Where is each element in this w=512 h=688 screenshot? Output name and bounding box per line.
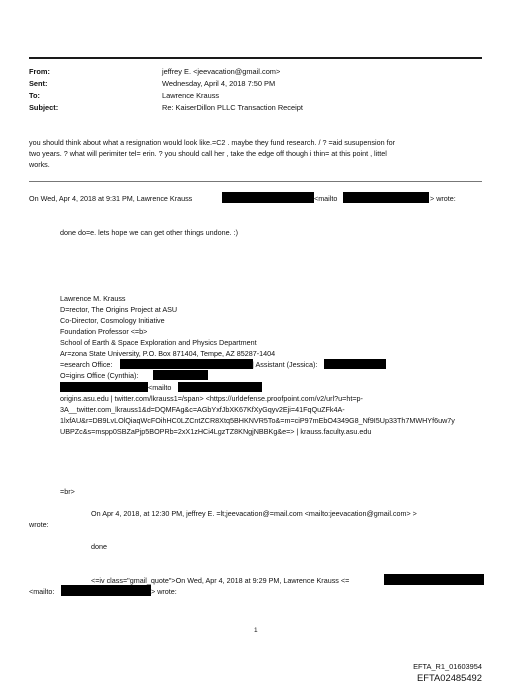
signature-links-line-4: UBPZc&s=mspp0SBZaPjp5BOPRb=2xX1zHCi4LgzTZ8KNgjNBBKg&e=> | krauss.faculty.asu.edu <box>60 427 372 436</box>
header-top-rule <box>29 57 482 59</box>
redaction-block <box>178 382 262 392</box>
subject-value: Re: KaiserDillon PLLC Transaction Receipt <box>162 103 303 112</box>
thread-wrote: > wrote: <box>151 587 177 596</box>
to-value: Lawrence Krauss <box>162 91 220 100</box>
reply-mailto-text: <mailto <box>314 194 338 203</box>
redaction-block <box>343 192 429 203</box>
signature-name: Lawrence M. Krauss <box>60 294 126 303</box>
reply-header-line: On Wed, Apr 4, 2018 at 9:31 PM, Lawrence Krauss <box>29 194 193 203</box>
signature-links-line-2: 3A__twitter.com_lkrauss1&d=DQMFAg&c=AGbYxfJbXK67KfXyGqyv2Eji=41FqQuZFk4A- <box>60 405 345 414</box>
thread-quote-line: On Apr 4, 2018, at 12:30 PM, jeffrey E. =lt;jeevacation@=mail.com <mailto:jeevacation@gmail.com> > <box>91 509 417 518</box>
thread-gmail-quote-line: <=iv class="gmail_quote">On Wed, Apr 4, 2018 at 9:29 PM, Lawrence Krauss <= <box>91 576 350 585</box>
signature-links-line-1: origins.asu.edu | twitter.com/lkrauss1=/span> <https://urldefense.proofpoint.com/v2/url?u=ht=p- <box>60 394 363 403</box>
body-line-3: works. <box>29 160 50 169</box>
redaction-block <box>222 192 314 203</box>
thread-br-marker: =br> <box>60 487 75 496</box>
signature-address: Ar=zona State University, P.O. Box 871404, Tempe, AZ 85287-1404 <box>60 349 276 358</box>
from-label: From: <box>29 67 50 76</box>
signature-research-office: =esearch Office: <box>60 360 113 369</box>
page-number: 1 <box>254 627 258 634</box>
footer-id-large: EFTA02485492 <box>417 672 482 683</box>
body-line-2: two years. ? what will perimiter tel= erin. ? you should call her , take the edge off though i thin= at this point , littel <box>29 149 387 158</box>
sent-value: Wednesday, April 4, 2018 7:50 PM <box>162 79 276 88</box>
signature-title-1: D=rector, The Origins Project at ASU <box>60 305 178 314</box>
subject-label: Subject: <box>29 103 59 112</box>
to-label: To: <box>29 91 40 100</box>
thread-wrote-line: wrote: <box>29 520 49 529</box>
footer-id-small: EFTA_R1_01603954 <box>413 662 482 671</box>
body-line-1: you should think about what a resignation would look like.=C2 . maybe they fund research. / ? =aid susupension for <box>29 138 395 147</box>
redaction-block <box>60 382 148 392</box>
redaction-block <box>324 359 386 369</box>
signature-title-3: Foundation Professor <=b> <box>60 327 148 336</box>
signature-title-2: Co-Director, Cosmology Initiative <box>60 316 165 325</box>
redaction-block <box>61 585 151 596</box>
redaction-block <box>384 574 484 585</box>
signature-origins-office: O=igins Office (Cynthia): <box>60 371 139 380</box>
quote-separator-rule <box>29 181 482 182</box>
redaction-block <box>120 359 253 369</box>
redaction-block <box>153 370 208 380</box>
signature-mailto: <mailto <box>148 383 172 392</box>
thread-mailto: <mailto: <box>29 587 55 596</box>
reply-wrote-text: > wrote: <box>430 194 456 203</box>
sent-label: Sent: <box>29 79 48 88</box>
reply-body-line: done do=e. lets hope we can get other things undone. :) <box>60 228 239 237</box>
thread-done: done <box>91 542 107 551</box>
signature-department: School of Earth & Space Exploration and Physics Department <box>60 338 257 347</box>
from-value: jeffrey E. <jeevacation@gmail.com> <box>162 67 281 76</box>
signature-links-line-3: 1lxfAU&r=DB9LvLOlQiaqWcFOihHC0LZCntZCR8Xtq5BHKNVR5To&=m=ciP97mEbO4349G8_Nf9I5Up33Th7MWHYf6uw7y <box>60 416 455 425</box>
signature-assistant: | Assistant (Jessica): <box>252 360 318 369</box>
